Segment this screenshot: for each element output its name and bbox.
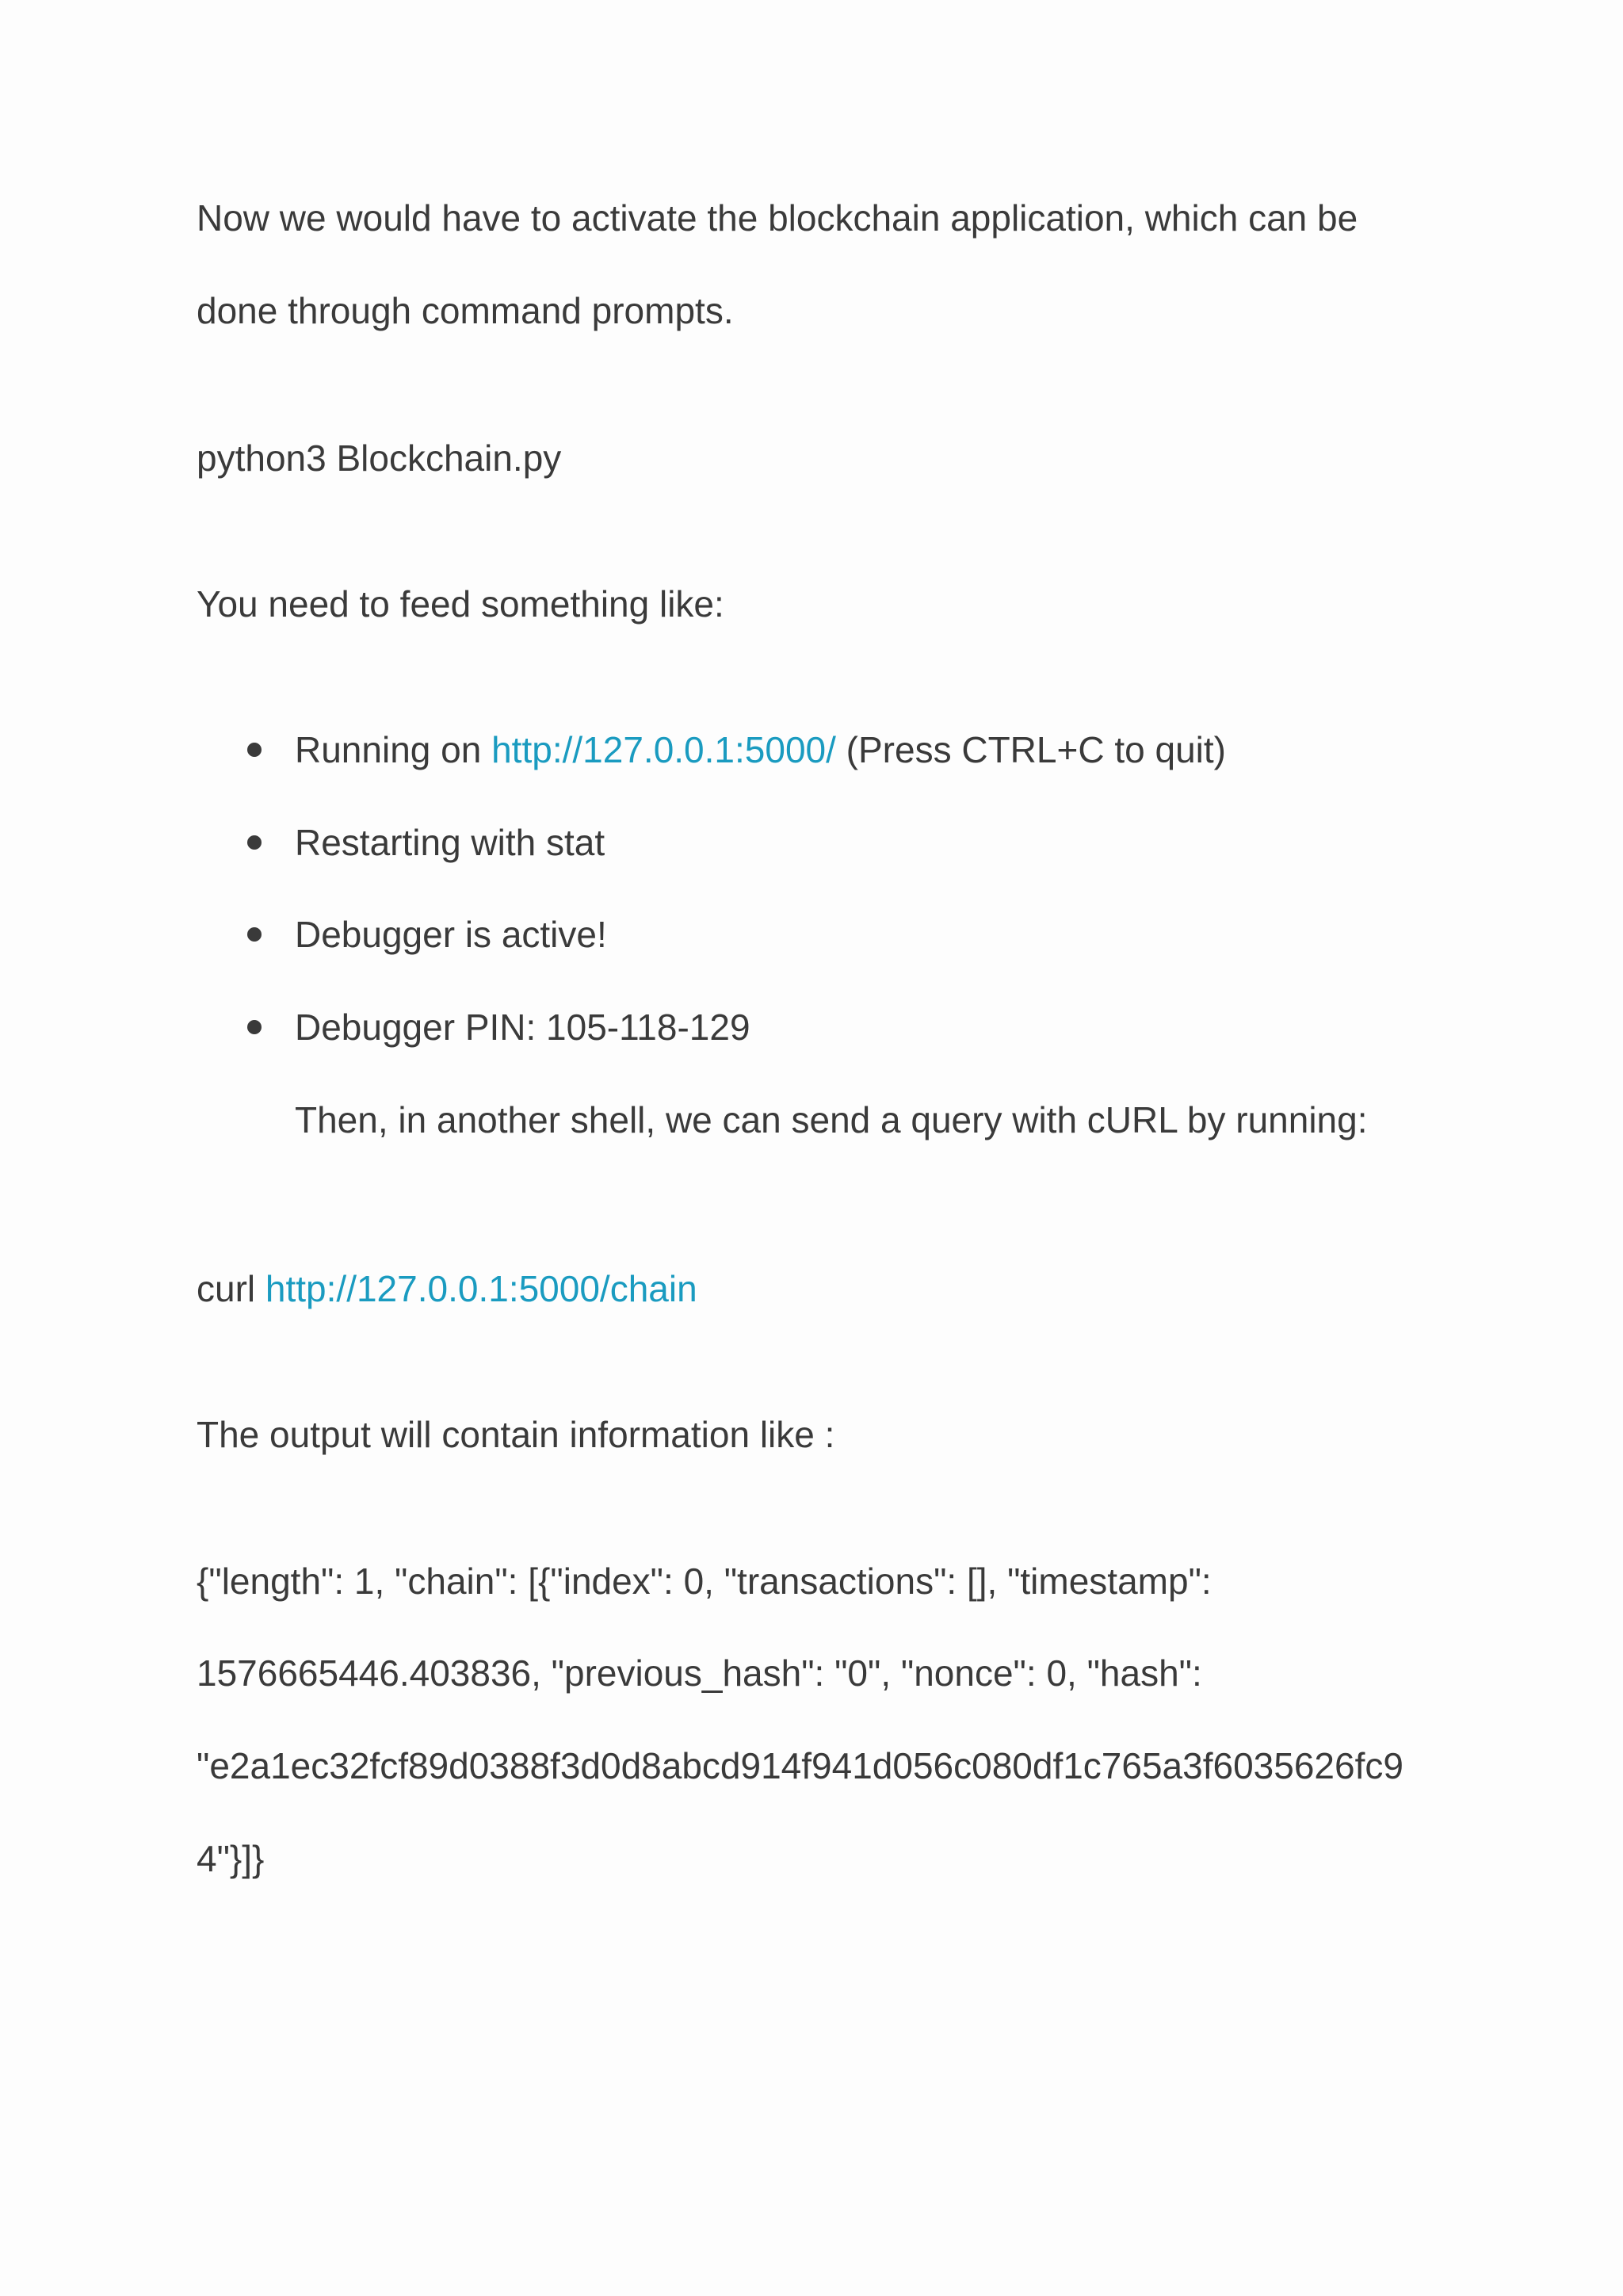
bullet-icon xyxy=(247,743,262,757)
json-line-4: 4"}]} xyxy=(197,1838,265,1879)
feed-text: You need to feed something like: xyxy=(197,583,724,625)
running-suffix: (Press CTRL+C to quit) xyxy=(835,729,1226,770)
chain-link[interactable]: http://127.0.0.1:5000/chain xyxy=(265,1268,697,1309)
list-item-text xyxy=(295,728,1226,772)
list-item-text: Debugger PIN: 105-118-129 xyxy=(295,1007,750,1048)
output-text: The output will contain information like : xyxy=(197,1414,835,1455)
curl-command xyxy=(197,1266,697,1311)
command-text: python3 Blockchain.py xyxy=(197,437,562,479)
running-prefix: Running on xyxy=(295,729,492,770)
list-item-text: Restarting with stat xyxy=(295,822,605,863)
bullet-icon xyxy=(247,927,262,942)
bullet-icon xyxy=(247,1020,262,1034)
intro-line-2: done through command prompts. xyxy=(197,290,734,331)
json-line-2: 1576665446.403836, "previous_hash": "0", "nonce": 0, "hash": xyxy=(197,1652,1202,1694)
json-line-3: "e2a1ec32fcf89d0388f3d0d8abcd914f941d056c080df1c765a3f6035626fc9 xyxy=(197,1745,1403,1786)
json-line-1: {"length": 1, "chain": [{"index": 0, "transactions": [], "timestamp": xyxy=(197,1561,1212,1602)
list-item-text: Debugger is active! xyxy=(295,914,607,955)
curl-prefix: curl xyxy=(197,1268,265,1309)
intro-line-1: Now we would have to activate the blockchain application, which can be xyxy=(197,197,1358,239)
server-link[interactable]: http://127.0.0.1:5000/ xyxy=(491,729,836,770)
bullet-icon xyxy=(247,835,262,850)
then-text: Then, in another shell, we can send a query with cURL by running: xyxy=(295,1099,1368,1140)
